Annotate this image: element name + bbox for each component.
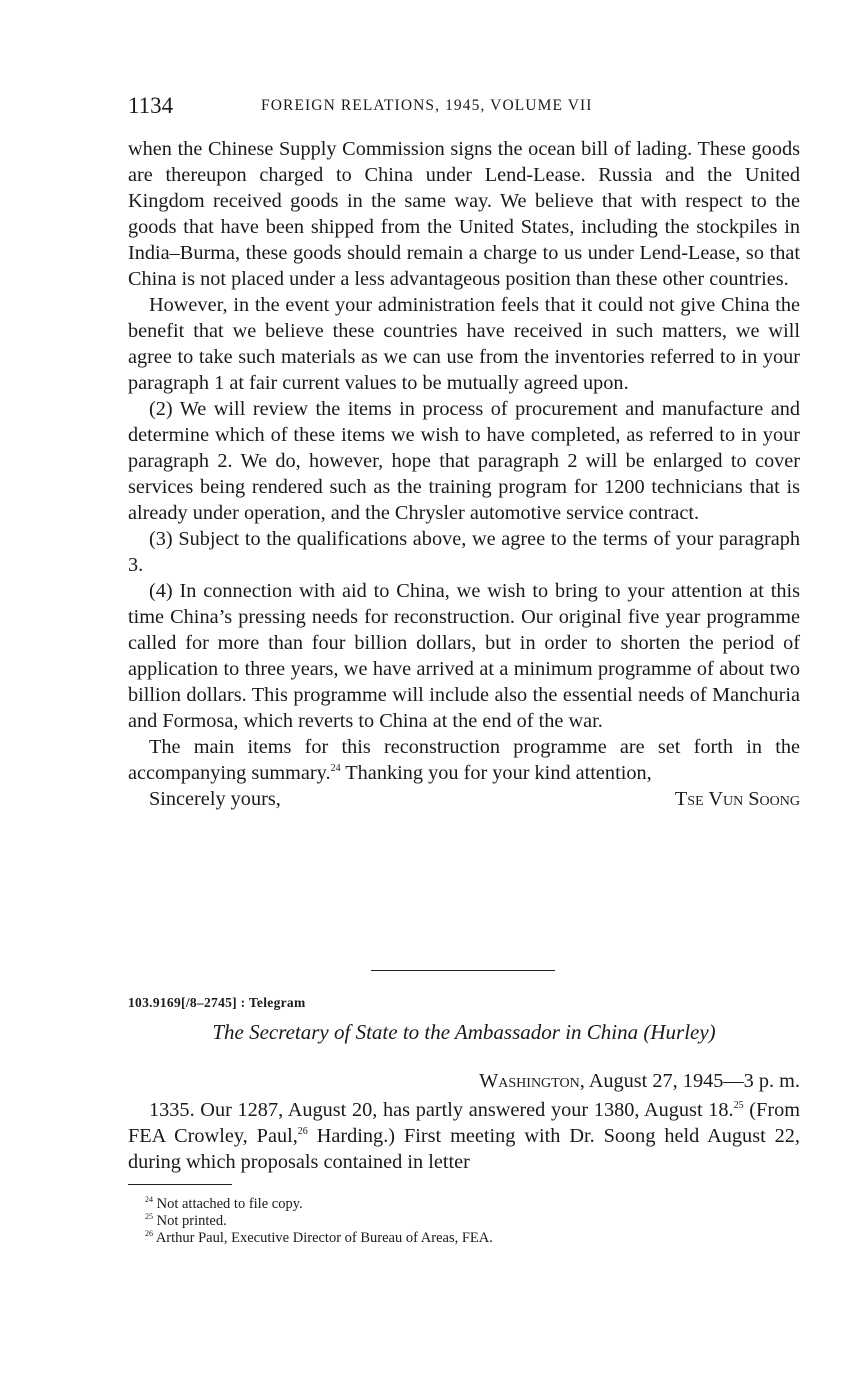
footnote [145, 1196, 493, 1213]
footnote-text: Not attached to file copy. [156, 1196, 303, 1212]
paragraph-2: However, in the event your administration feels that it could not give China the benefit that we believe these countries have received in such matters, we will agree to take such materials as we can use from the inventories referred to in your paragraph 1 at fair current values to be mutually agreed upon. [128, 294, 800, 394]
page-header [128, 93, 800, 119]
footnote-number: 24 [145, 1195, 153, 1204]
footnote-ref-26[interactable]: 26 [297, 1126, 308, 1137]
dateline-place: Washington [479, 1070, 580, 1092]
dateline-date: , August 27, 1945—3 p. m. [579, 1070, 800, 1092]
letter-body [128, 136, 800, 812]
telegram-body [128, 1097, 800, 1175]
paragraph-4: (3) Subject to the qualifications above, we agree to the terms of your paragraph 3. [128, 528, 800, 576]
telegram-text-c: Harding.) First meeting with Dr. Soong held August 22, during which proposals contained in letter [128, 1125, 801, 1173]
footnote-number: 25 [145, 1212, 153, 1221]
file-reference: 103.9169[/8–2745] : Telegram [128, 995, 306, 1010]
footnote-text: Arthur Paul, Executive Director of Bureau of Areas, FEA. [155, 1230, 493, 1246]
running-title: FOREIGN RELATIONS, 1945, VOLUME VII [261, 97, 593, 114]
paragraph-1: when the Chinese Supply Commission signs the ocean bill of lading. These goods are thereupon charged to China under Lend-Lease. Russia and the United Kingdom received goods in the same way. We believe that with respect to the goods that have been shipped from the United States, including the stockpiles in India–Burma, these goods should remain a charge to us under Lend-Lease, so that China is not placed under a less advantageous position than these other countries. [128, 138, 800, 290]
section-divider [371, 970, 555, 971]
paragraph-6 [128, 734, 800, 786]
footnote [145, 1213, 493, 1230]
telegram-paragraph [128, 1097, 800, 1175]
footnote-text: Not printed. [156, 1213, 227, 1229]
paragraph-6-text-end: Thanking you for your kind attention, [340, 762, 652, 784]
footnote-rule [128, 1184, 232, 1185]
document-title: The Secretary of State to the Ambassador in China (Hurley) [212, 1020, 716, 1044]
footnote-ref-25[interactable]: 25 [733, 1100, 744, 1111]
letter-closing [128, 786, 800, 812]
telegram-text-a: 1335. Our 1287, August 20, has partly answered your 1380, August 18. [149, 1099, 734, 1121]
footnotes [145, 1196, 493, 1247]
footnote-number: 26 [145, 1229, 153, 1238]
paragraph-6-text: The main items for this reconstruction programme are set forth in the accompanying summary. [128, 736, 800, 784]
footnote [145, 1230, 493, 1247]
dateline [479, 1068, 800, 1094]
signature: Tse Vun Soong [674, 788, 800, 810]
telegram-text-b: (From FEA Crowley, Paul, [128, 1099, 801, 1147]
paragraph-3: (2) We will review the items in process of procurement and manufacture and determine which of these items we wish to have completed, as referred to in your paragraph 2. We do, however, hope that paragraph 2 will be enlarged to cover services being rendered such as the training program for 1200 technicians that is already under operation, and the Chrysler automotive service contract. [128, 398, 800, 524]
footnote-ref-24[interactable]: 24 [330, 763, 341, 774]
complimentary-close: Sincerely yours, [149, 788, 281, 810]
paragraph-5: (4) In connection with aid to China, we wish to bring to your attention at this time China’s pressing needs for reconstruction. Our original five year programme called for more than four billion dollars, but in order to shorten the period of application to three years, we have arrived at a minimum programme of about two billion dollars. This programme will include also the essential needs of Manchuria and Formosa, which reverts to China at the end of the war. [128, 580, 800, 732]
page-number: 1134 [128, 93, 174, 118]
